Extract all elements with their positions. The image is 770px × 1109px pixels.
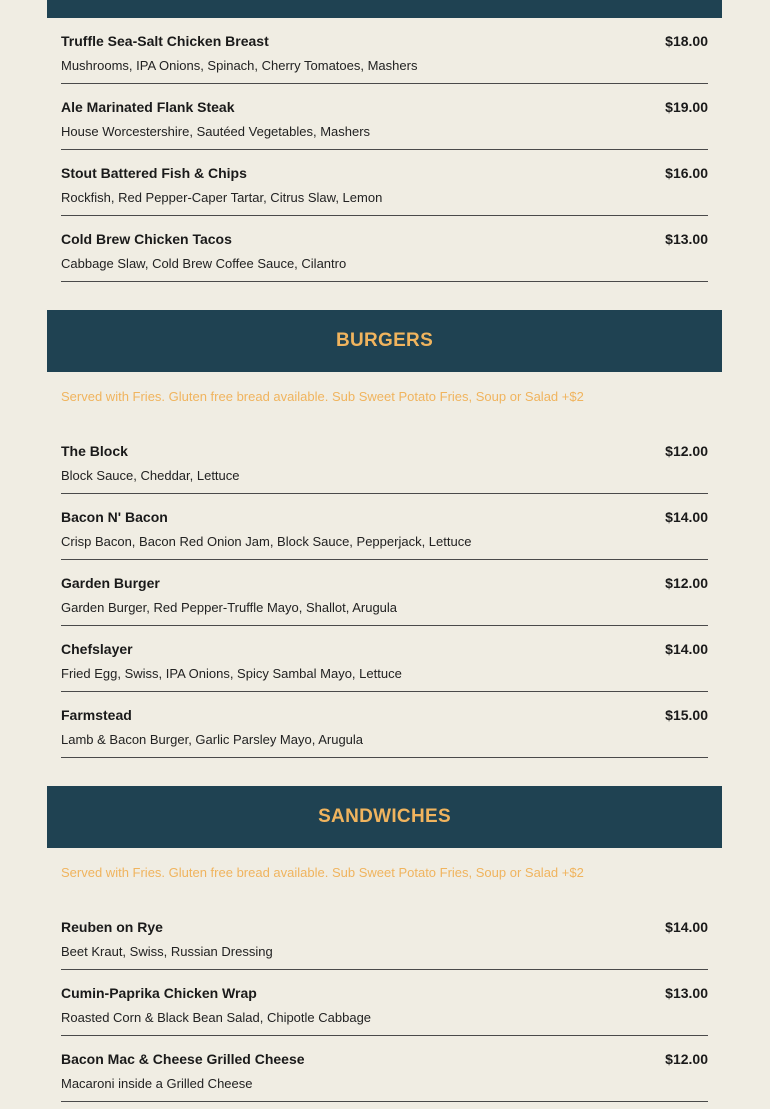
item-price: $18.00 bbox=[665, 33, 708, 49]
sandwiches-note: Served with Fries. Gluten free bread available. Sub Sweet Potato Fries, Soup or Salad +$2 bbox=[61, 865, 584, 880]
item-price: $19.00 bbox=[665, 99, 708, 115]
item-name: Farmstead bbox=[61, 707, 132, 723]
burgers-header bbox=[47, 310, 722, 372]
item-description: Rockfish, Red Pepper-Caper Tartar, Citrus Slaw, Lemon bbox=[61, 190, 383, 205]
item-description: Crisp Bacon, Bacon Red Onion Jam, Block Sauce, Pepperjack, Lettuce bbox=[61, 534, 472, 549]
item-description: Lamb & Bacon Burger, Garlic Parsley Mayo, Arugula bbox=[61, 732, 364, 747]
menu-item bbox=[61, 1036, 708, 1102]
item-description: Beet Kraut, Swiss, Russian Dressing bbox=[61, 944, 273, 959]
item-description: Macaroni inside a Grilled Cheese bbox=[61, 1076, 253, 1091]
item-name: Bacon N' Bacon bbox=[61, 509, 168, 525]
burgers-note: Served with Fries. Gluten free bread available. Sub Sweet Potato Fries, Soup or Salad +$2 bbox=[61, 389, 584, 404]
section-spacer bbox=[47, 758, 722, 786]
item-name: The Block bbox=[61, 443, 128, 459]
item-price: $12.00 bbox=[665, 575, 708, 591]
item-name: Bacon Mac & Cheese Grilled Cheese bbox=[61, 1051, 305, 1067]
item-price: $12.00 bbox=[665, 443, 708, 459]
menu-item bbox=[61, 970, 708, 1036]
item-price: $14.00 bbox=[665, 919, 708, 935]
item-description: House Worcestershire, Sautéed Vegetables, Mashers bbox=[61, 124, 371, 139]
item-description: Mushrooms, IPA Onions, Spinach, Cherry Tomatoes, Mashers bbox=[61, 58, 418, 73]
top-section-bar bbox=[47, 0, 722, 18]
item-price: $14.00 bbox=[665, 509, 708, 525]
menu-item bbox=[61, 216, 708, 282]
menu-item bbox=[61, 150, 708, 216]
item-name: Truffle Sea-Salt Chicken Breast bbox=[61, 33, 269, 49]
item-price: $14.00 bbox=[665, 641, 708, 657]
section-title: SANDWICHES bbox=[318, 806, 451, 827]
item-name: Chefslayer bbox=[61, 641, 133, 657]
item-price: $12.00 bbox=[665, 1051, 708, 1067]
item-price: $15.00 bbox=[665, 707, 708, 723]
menu-item bbox=[61, 428, 708, 494]
menu-item bbox=[61, 18, 708, 84]
burgers-list bbox=[47, 428, 722, 758]
item-price: $13.00 bbox=[665, 231, 708, 247]
item-description: Roasted Corn & Black Bean Salad, Chipotle Cabbage bbox=[61, 1010, 372, 1025]
item-name: Stout Battered Fish & Chips bbox=[61, 165, 247, 181]
sandwiches-list bbox=[47, 904, 722, 1102]
menu-item bbox=[61, 494, 708, 560]
section-title: BURGERS bbox=[335, 330, 434, 351]
menu-container bbox=[47, 0, 722, 1102]
item-name: Cumin-Paprika Chicken Wrap bbox=[61, 985, 257, 1001]
sandwiches-header bbox=[47, 786, 722, 848]
item-description: Cabbage Slaw, Cold Brew Coffee Sauce, Cilantro bbox=[61, 256, 347, 271]
menu-item bbox=[61, 692, 708, 758]
item-name: Garden Burger bbox=[61, 575, 160, 591]
item-name: Reuben on Rye bbox=[61, 919, 163, 935]
item-description: Garden Burger, Red Pepper-Truffle Mayo, Shallot, Arugula bbox=[61, 600, 398, 615]
menu-item bbox=[61, 560, 708, 626]
item-price: $13.00 bbox=[665, 985, 708, 1001]
entrees-list bbox=[47, 18, 722, 282]
item-name: Cold Brew Chicken Tacos bbox=[61, 231, 232, 247]
item-name: Ale Marinated Flank Steak bbox=[61, 99, 235, 115]
item-price: $16.00 bbox=[665, 165, 708, 181]
menu-item bbox=[61, 84, 708, 150]
item-description: Block Sauce, Cheddar, Lettuce bbox=[61, 468, 240, 483]
menu-item bbox=[61, 626, 708, 692]
section-spacer bbox=[47, 282, 722, 310]
item-description: Fried Egg, Swiss, IPA Onions, Spicy Sambal Mayo, Lettuce bbox=[61, 666, 402, 681]
menu-item bbox=[61, 904, 708, 970]
